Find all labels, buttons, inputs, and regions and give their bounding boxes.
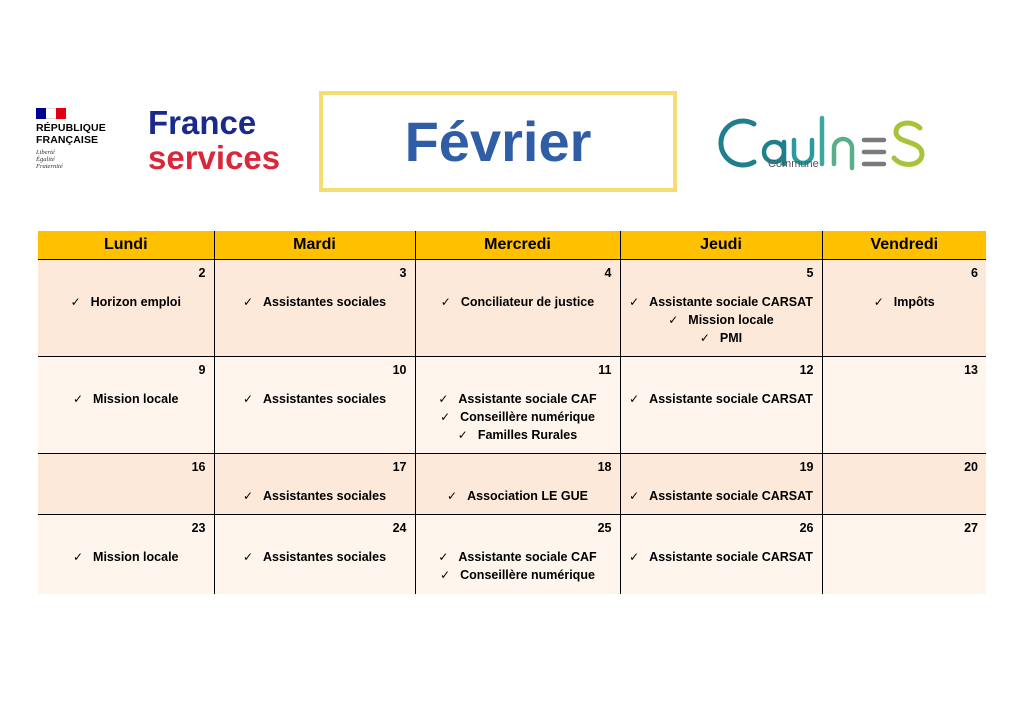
day-number: 20 <box>964 460 978 474</box>
day-number: 25 <box>597 521 612 535</box>
day-cell <box>822 260 986 357</box>
event-item <box>416 293 620 311</box>
calendar-table <box>38 231 986 594</box>
checkmark-icon: ✓ <box>629 489 640 503</box>
event-item <box>215 390 415 408</box>
header-jeudi: Jeudi <box>620 231 822 260</box>
republique-francaise-logo <box>36 108 126 171</box>
event-label: Association LE GUE <box>467 489 588 503</box>
day-number: 9 <box>198 363 206 377</box>
day-cell <box>38 357 214 454</box>
event-item <box>621 548 822 566</box>
header-mardi: Mardi <box>214 231 415 260</box>
checkmark-icon: ✓ <box>72 550 84 564</box>
event-item <box>416 548 620 566</box>
event-label: Assistante sociale CARSAT <box>649 392 813 406</box>
day-cell <box>620 515 822 594</box>
event-list <box>215 381 415 408</box>
day-number: 2 <box>198 266 206 280</box>
event-label: Assistante sociale CARSAT <box>649 550 813 564</box>
event-list <box>416 381 620 444</box>
checkmark-icon: ✓ <box>242 489 254 503</box>
day-cell <box>822 357 986 454</box>
event-label: Impôts <box>893 295 935 309</box>
day-number: 26 <box>799 521 814 535</box>
day-cell <box>38 454 214 515</box>
week-row <box>38 515 986 594</box>
checkmark-icon: ✓ <box>72 392 84 406</box>
day-cell <box>415 357 620 454</box>
event-item <box>416 426 620 444</box>
event-label: Horizon emploi <box>90 295 181 309</box>
event-item <box>621 487 822 505</box>
event-label: Assistante sociale CARSAT <box>649 489 813 503</box>
event-list <box>621 539 822 566</box>
week-row <box>38 357 986 454</box>
checkmark-icon: ✓ <box>629 392 640 406</box>
event-item <box>416 408 620 426</box>
checkmark-icon: ✓ <box>438 392 449 406</box>
event-label: Mission locale <box>93 392 179 406</box>
event-label: Assistante sociale CARSAT <box>649 295 813 309</box>
event-list <box>215 284 415 311</box>
event-label: Familles Rurales <box>477 428 578 442</box>
day-number: 19 <box>799 460 814 474</box>
event-label: Assistantes sociales <box>263 489 387 503</box>
event-list <box>38 381 214 408</box>
day-cell <box>214 515 415 594</box>
day-cell <box>822 515 986 594</box>
event-list <box>823 381 987 390</box>
event-item <box>416 566 620 584</box>
event-item <box>215 548 415 566</box>
france-services-logo: France services <box>148 104 281 176</box>
day-cell <box>415 515 620 594</box>
event-item <box>215 487 415 505</box>
header-vendredi: Vendredi <box>822 231 986 260</box>
checkmark-icon: ✓ <box>447 489 458 503</box>
event-list <box>823 478 987 487</box>
event-label: Conseillère numérique <box>460 568 595 582</box>
checkmark-icon: ✓ <box>242 295 254 309</box>
checkmark-icon: ✓ <box>70 295 81 309</box>
event-label: Assistante sociale CAF <box>458 550 597 564</box>
checkmark-icon: ✓ <box>242 550 254 564</box>
day-number: 23 <box>191 521 206 535</box>
event-list <box>621 284 822 347</box>
republique-francaise-text: RÉPUBLIQUE FRANÇAISE <box>36 122 106 146</box>
header-mercredi: Mercredi <box>415 231 620 260</box>
event-label: Assistantes sociales <box>263 392 387 406</box>
event-list <box>215 539 415 566</box>
caulnes-commune-logo <box>712 110 952 176</box>
event-list <box>416 539 620 584</box>
month-title-box <box>319 91 677 192</box>
checkmark-icon: ✓ <box>668 313 679 327</box>
day-number: 4 <box>604 266 612 280</box>
day-number: 27 <box>964 521 978 535</box>
day-number: 17 <box>392 460 407 474</box>
event-item <box>621 311 822 329</box>
checkmark-icon: ✓ <box>699 331 710 345</box>
header-lundi: Lundi <box>38 231 214 260</box>
day-number: 16 <box>191 460 206 474</box>
event-label: Assistante sociale CAF <box>458 392 597 406</box>
event-item <box>416 390 620 408</box>
weekday-header-row <box>38 231 986 260</box>
day-number: 5 <box>806 266 814 280</box>
event-label: Mission locale <box>93 550 179 564</box>
event-item <box>416 487 620 505</box>
event-label: Assistantes sociales <box>263 550 387 564</box>
caulnes-logo-icon <box>712 110 952 176</box>
day-number: 12 <box>799 363 814 377</box>
checkmark-icon: ✓ <box>457 428 468 442</box>
day-cell <box>38 260 214 357</box>
day-number: 24 <box>392 521 407 535</box>
event-label: PMI <box>719 331 743 345</box>
day-cell <box>214 260 415 357</box>
event-label: Conciliateur de justice <box>460 295 595 309</box>
day-number: 18 <box>597 460 612 474</box>
day-cell <box>415 454 620 515</box>
checkmark-icon: ✓ <box>438 550 449 564</box>
checkmark-icon: ✓ <box>440 410 451 424</box>
week-row <box>38 260 986 357</box>
checkmark-icon: ✓ <box>440 295 451 309</box>
event-list <box>38 539 214 566</box>
day-number: 13 <box>964 363 978 377</box>
day-number: 11 <box>598 363 612 377</box>
event-list <box>621 478 822 505</box>
day-cell <box>38 515 214 594</box>
checkmark-icon: ✓ <box>242 392 254 406</box>
event-item <box>38 293 214 311</box>
month-title: Février <box>404 110 592 173</box>
event-list <box>38 478 214 487</box>
event-list <box>38 284 214 311</box>
event-item <box>621 390 822 408</box>
day-cell <box>620 260 822 357</box>
checkmark-icon: ✓ <box>440 568 451 582</box>
event-item <box>215 293 415 311</box>
checkmark-icon: ✓ <box>629 295 640 309</box>
event-list <box>416 284 620 311</box>
event-list <box>823 539 987 548</box>
day-cell <box>620 357 822 454</box>
republic-motto: Liberté Égalité Fraternité <box>36 149 63 171</box>
tricolor-flag-icon <box>36 108 66 119</box>
event-list <box>416 478 620 505</box>
event-item <box>38 548 214 566</box>
event-label: Mission locale <box>688 313 774 327</box>
commune-label: Commune <box>768 158 819 170</box>
event-item <box>621 329 822 347</box>
day-cell <box>214 454 415 515</box>
checkmark-icon: ✓ <box>629 550 640 564</box>
day-cell <box>620 454 822 515</box>
event-item <box>823 293 987 311</box>
day-number: 3 <box>399 266 407 280</box>
week-row <box>38 454 986 515</box>
day-cell <box>415 260 620 357</box>
event-label: Assistantes sociales <box>263 295 387 309</box>
day-cell <box>214 357 415 454</box>
event-list <box>215 478 415 505</box>
event-item <box>38 390 214 408</box>
day-number: 10 <box>392 363 407 377</box>
event-label: Conseillère numérique <box>460 410 595 424</box>
event-item <box>621 293 822 311</box>
event-list <box>823 284 987 311</box>
event-list <box>621 381 822 408</box>
day-number: 6 <box>971 266 978 280</box>
day-cell <box>822 454 986 515</box>
checkmark-icon: ✓ <box>873 295 884 309</box>
